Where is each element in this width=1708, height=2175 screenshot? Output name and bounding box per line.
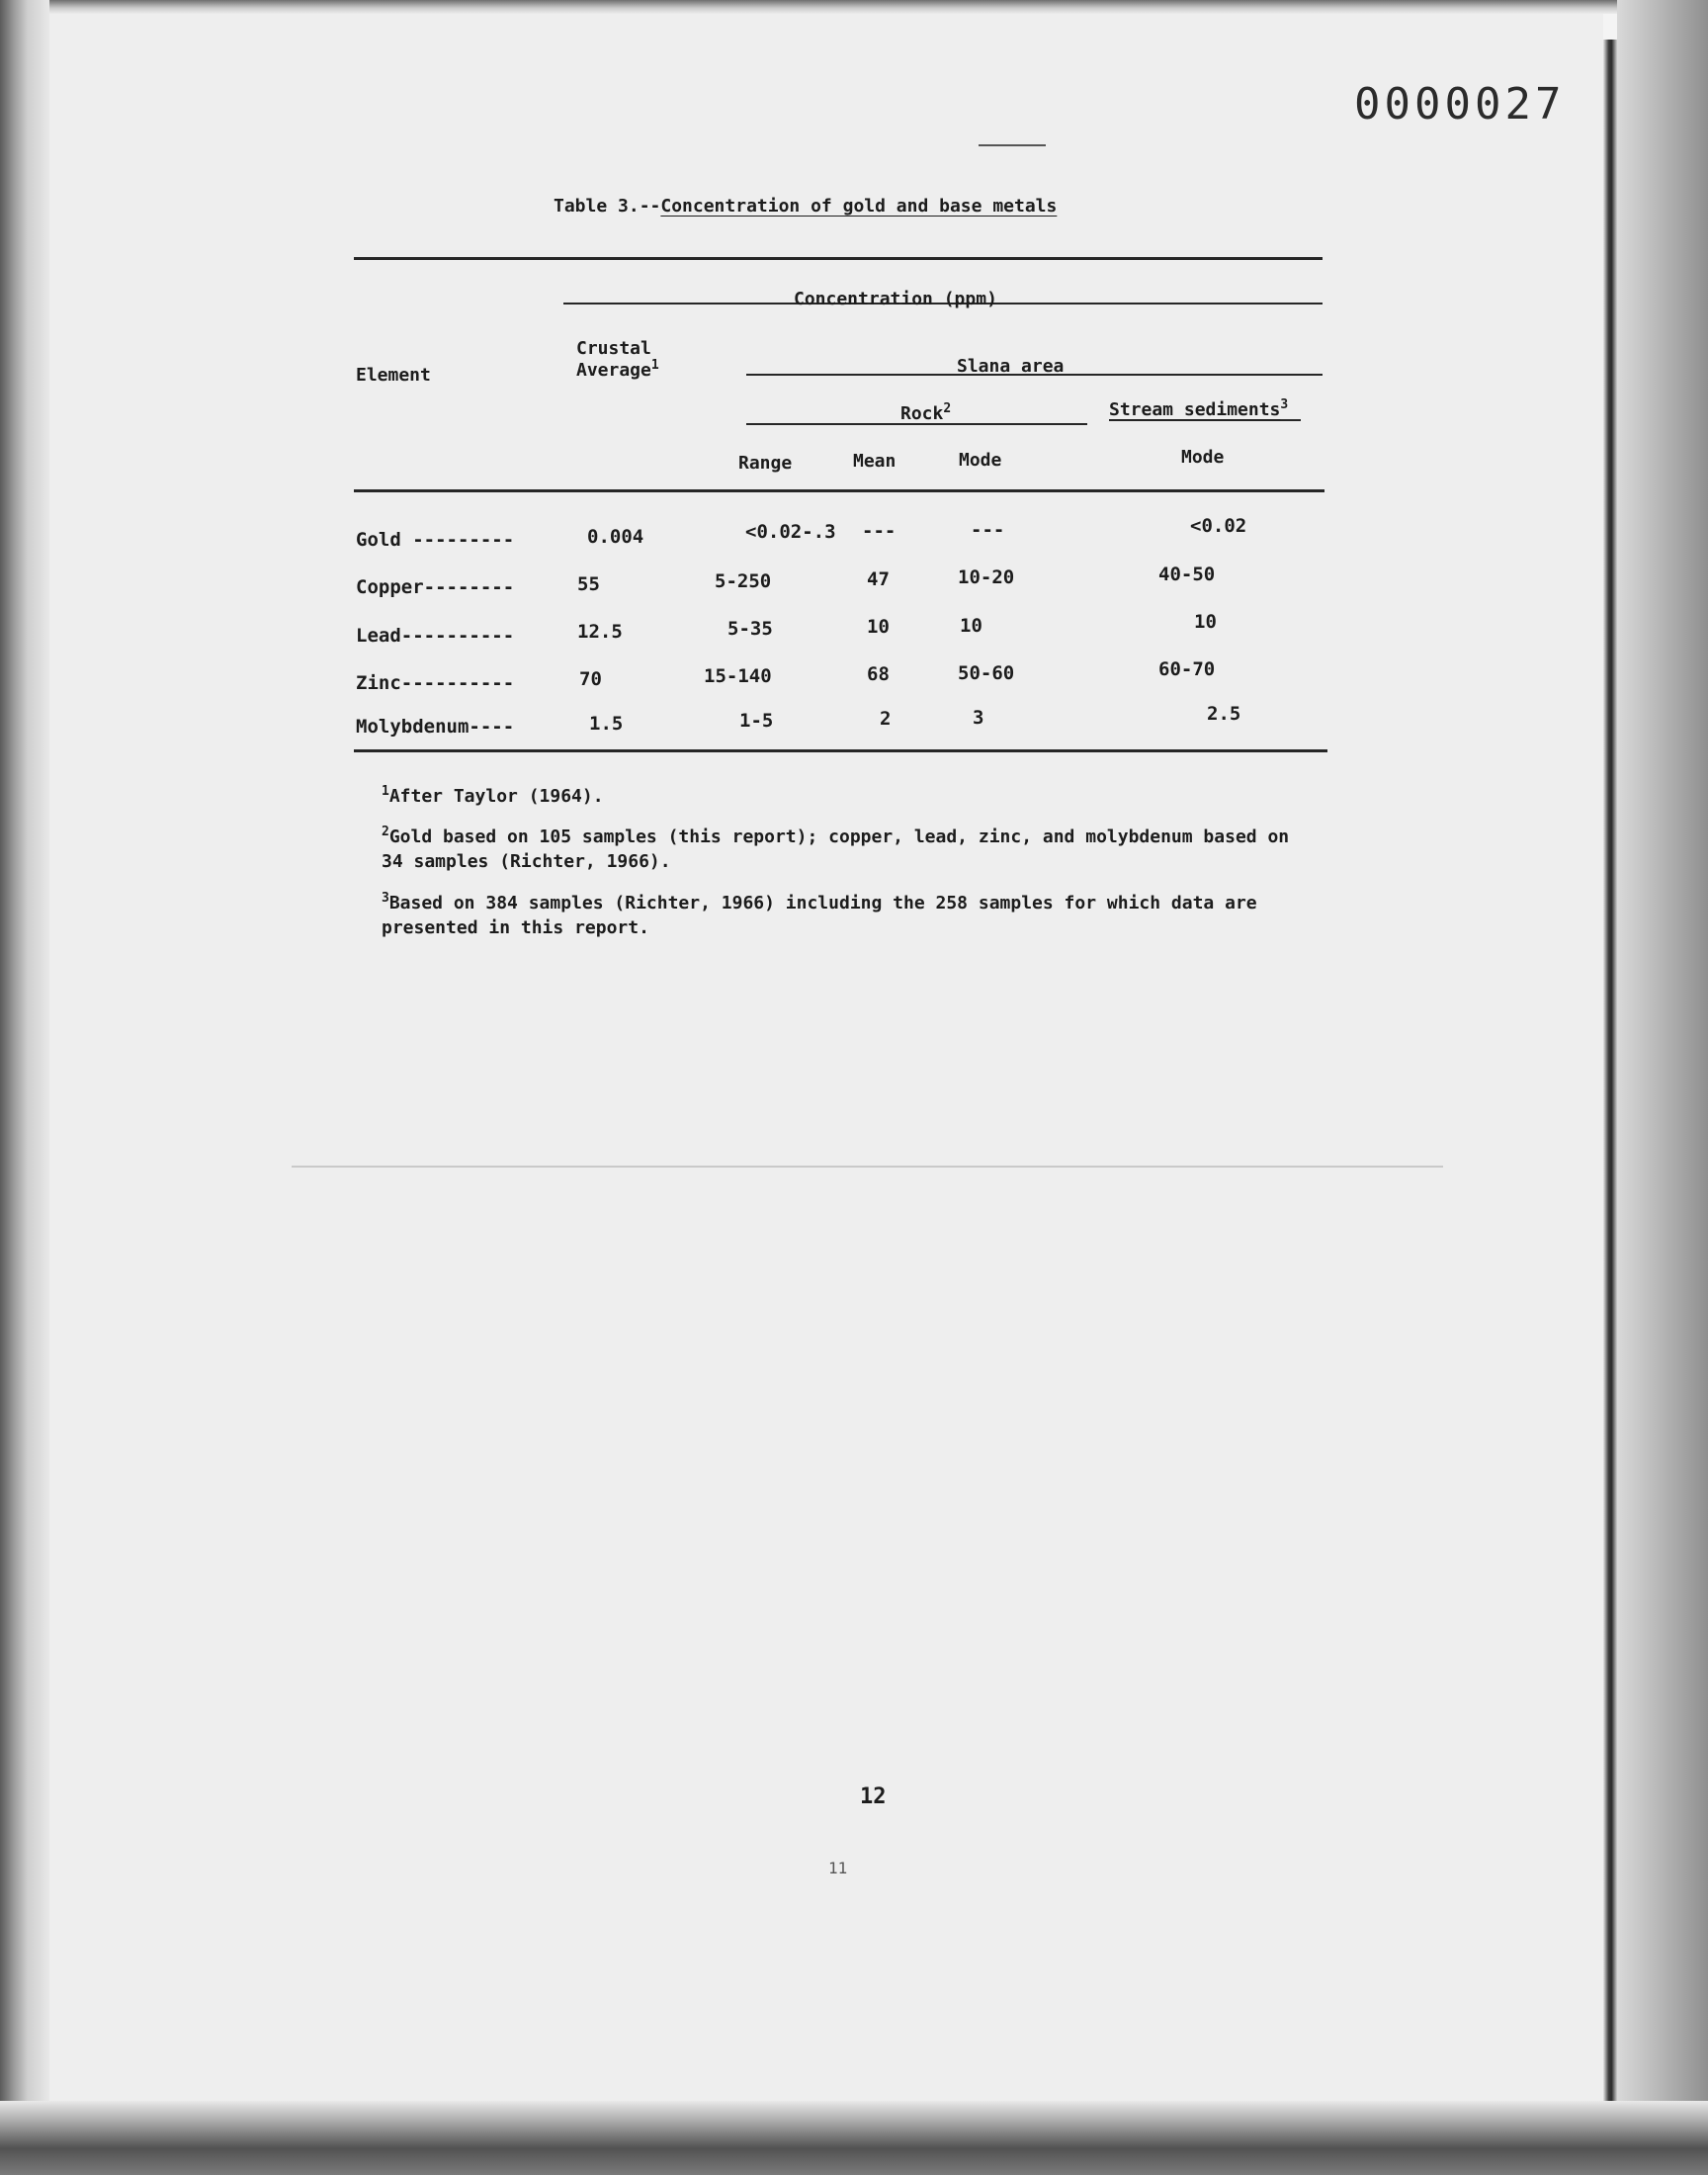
stream-sediments-header [1109,399,1288,421]
stream-footnote-mark: 3 [1280,397,1289,412]
footnote-2-mark: 2 [382,825,389,839]
table-top-rule [354,257,1323,260]
footnote-1-mark: 1 [382,784,389,799]
cell-range-copper: 5-250 [715,570,772,592]
cell-stream-mode-molybdenum: 2.5 [1207,703,1241,725]
document-number: 0000027 [1354,79,1566,130]
cell-range-molybdenum: 1-5 [739,710,774,732]
short-rule [979,144,1046,146]
cell-crustal-zinc: 70 [579,668,602,690]
cell-stream-mode-gold: <0.02 [1190,515,1247,537]
scan-bottom-edge [0,2101,1708,2175]
cell-stream-mode-zinc: 60-70 [1158,658,1216,680]
rock-header [900,403,951,425]
cell-range-gold: <0.02-.3 [745,521,836,543]
rock-footnote-mark: 2 [943,401,952,416]
rock-label: Rock [900,403,944,424]
scan-right-margin [1617,0,1708,2175]
cell-mean-gold: --- [862,520,897,542]
cell-element-molybdenum: Molybdenum---- [356,716,515,738]
cell-mode-zinc: 50-60 [958,662,1015,684]
stream-label: Stream sediments [1109,399,1281,420]
footnote-2-text: Gold based on 105 samples (this report); copper, lead, zinc, and molybdenum based on 34 samples (Richter, 1966). [382,826,1290,872]
footnote-1-text: After Taylor (1964). [388,786,604,807]
slana-area-header: Slana area [957,356,1065,377]
range-header: Range [738,453,793,474]
crustal-footnote-mark: 1 [650,358,659,373]
footnote-3-text: Based on 384 samples (Richter, 1966) including the 258 samples for which data are presented in this report. [382,893,1257,938]
cell-range-zinc: 15-140 [704,665,772,687]
cell-crustal-molybdenum: 1.5 [589,713,624,735]
mode-header: Mode [959,450,1002,471]
table-title-prefix: Table 3.-- [554,196,661,217]
bleed-through-rule [292,1166,1443,1168]
concentration-header: Concentration (ppm) [794,289,997,309]
cell-mode-copper: 10-20 [958,566,1015,588]
cell-mean-zinc: 68 [867,663,890,685]
crustal-line2: Average [576,360,651,381]
cell-mean-copper: 47 [867,568,890,590]
cell-element-gold: Gold --------- [356,529,515,551]
cell-element-lead: Lead---------- [356,625,515,647]
cell-mean-lead: 10 [867,616,890,638]
page-right-edge [1603,40,1617,2106]
cell-crustal-copper: 55 [577,573,600,595]
footnote-3 [382,891,1291,940]
mean-header: Mean [853,451,897,472]
cell-mode-gold: --- [971,519,1005,541]
table-title [554,196,1057,217]
cell-crustal-lead: 12.5 [577,621,623,643]
footnote-3-mark: 3 [382,891,389,906]
element-header: Element [356,365,431,386]
stream-mode-header: Mode [1181,447,1225,468]
scan-left-edge [0,0,49,2175]
footnote-1 [382,784,1271,809]
scan-top-edge [0,0,1708,14]
cell-range-lead: 5-35 [727,618,773,640]
page-number: 12 [860,1784,887,1809]
table-bottom-rule [354,749,1327,752]
cell-element-zinc: Zinc---------- [356,672,515,694]
crustal-average-header [576,338,659,382]
crustal-line1: Crustal [576,338,651,359]
cell-mode-molybdenum: 3 [973,707,984,729]
cell-mean-molybdenum: 2 [880,708,892,730]
document-page [49,14,1603,2101]
cell-stream-mode-lead: 10 [1194,611,1217,633]
cell-mode-lead: 10 [960,615,982,637]
bottom-mark: 11 [828,1859,848,1877]
cell-stream-mode-copper: 40-50 [1158,564,1216,585]
header-bottom-rule [354,489,1324,492]
cell-element-copper: Copper-------- [356,576,515,598]
table-title-text: Concentration of gold and base metals [660,196,1058,217]
footnote-2 [382,825,1291,874]
cell-crustal-gold: 0.004 [587,526,644,548]
